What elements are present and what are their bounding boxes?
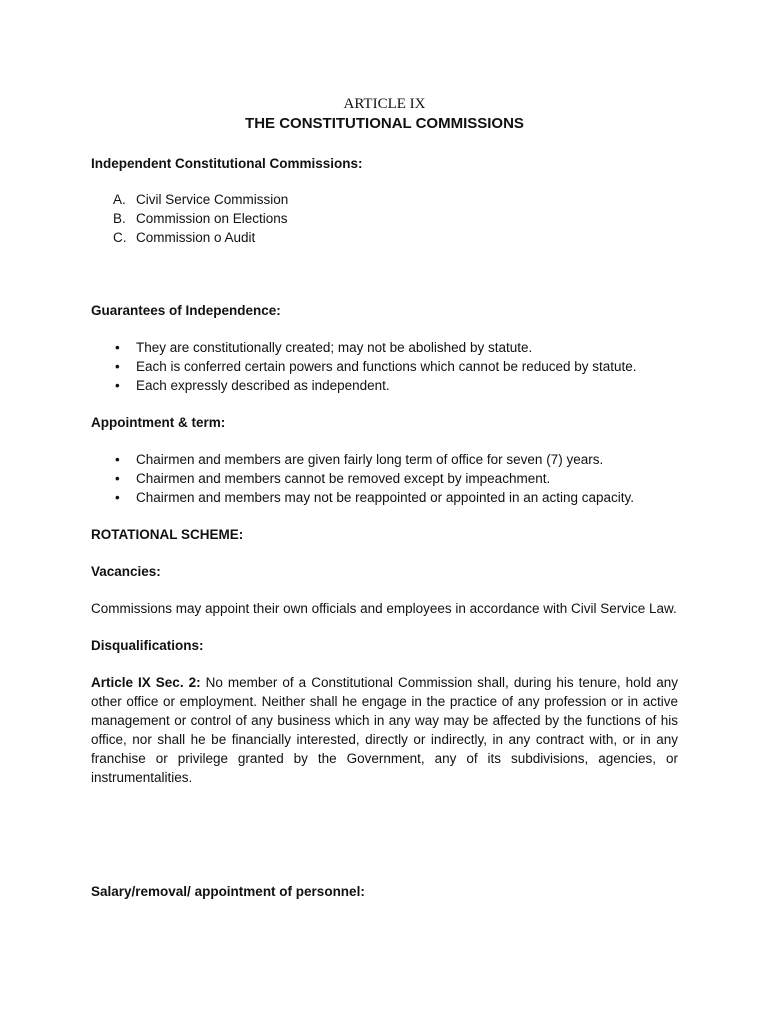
list-item-text: Chairmen and members may not be reappointed or appointed in an acting capacity. [136, 490, 635, 505]
list-item-text: They are constitutionally created; may not be abolished by statute. [136, 340, 533, 355]
list-item-text: Commission o Audit [136, 230, 256, 245]
guarantees-list [91, 338, 678, 395]
appointment-list [91, 450, 678, 507]
list-item [91, 450, 678, 469]
list-item [91, 488, 678, 507]
list-item [91, 469, 678, 488]
section-heading-rotational: ROTATIONAL SCHEME: [91, 527, 244, 542]
document-page [91, 94, 678, 901]
list-marker: B. [113, 211, 126, 226]
list-item-text: Each is conferred certain powers and functions which cannot be reduced by statute. [136, 359, 637, 374]
section-heading-guarantees: Guarantees of Independence: [91, 303, 281, 318]
bullet-icon: • [115, 359, 120, 374]
disqualifications-paragraph [91, 673, 678, 787]
list-item-text: Civil Service Commission [136, 192, 289, 207]
bullet-icon: • [115, 452, 120, 467]
section-heading-salary: Salary/removal/ appointment of personnel: [91, 884, 365, 899]
bullet-icon: • [115, 340, 120, 355]
page-title: THE CONSTITUTIONAL COMMISSIONS [245, 115, 524, 132]
list-item [91, 209, 678, 228]
list-item [91, 376, 678, 395]
list-item-text: Chairmen and members cannot be removed except by impeachment. [136, 471, 551, 486]
list-marker: A. [113, 192, 126, 207]
bullet-icon: • [115, 490, 120, 505]
bullet-icon: • [115, 471, 120, 486]
bullet-icon: • [115, 378, 120, 393]
section-heading-vacancies: Vacancies: [91, 564, 161, 579]
list-item [91, 338, 678, 357]
section-heading-independent: Independent Constitutional Commissions: [91, 156, 363, 171]
list-item-text: Chairmen and members are given fairly long term of office for seven (7) years. [136, 452, 604, 467]
commission-list [91, 190, 678, 247]
article-citation: Article IX Sec. 2: [91, 675, 201, 690]
list-marker: C. [113, 230, 127, 245]
section-heading-disqualifications: Disqualifications: [91, 638, 204, 653]
list-item-text: Commission on Elections [136, 211, 288, 226]
list-item-text: Each expressly described as independent. [136, 378, 390, 393]
disqualifications-text: No member of a Constitutional Commission shall, during his tenure, hold any other office or employment. Neither shall he engage in the practice of any profession or in active management or control of any business which in any way may be affected by the functions of his office, nor shall he be financially interested, directly or indirectly, in any contract with, or in any franchise or privilege granted by the Government, any of its subdivisions, agencies, or instrumentalities. [91, 675, 678, 785]
list-item [91, 357, 678, 376]
section-heading-appointment: Appointment & term: [91, 415, 226, 430]
list-item [91, 228, 678, 247]
article-heading: ARTICLE IX [343, 96, 426, 112]
vacancies-paragraph: Commissions may appoint their own officials and employees in accordance with Civil Service Law. [91, 601, 677, 616]
list-item [91, 190, 678, 209]
